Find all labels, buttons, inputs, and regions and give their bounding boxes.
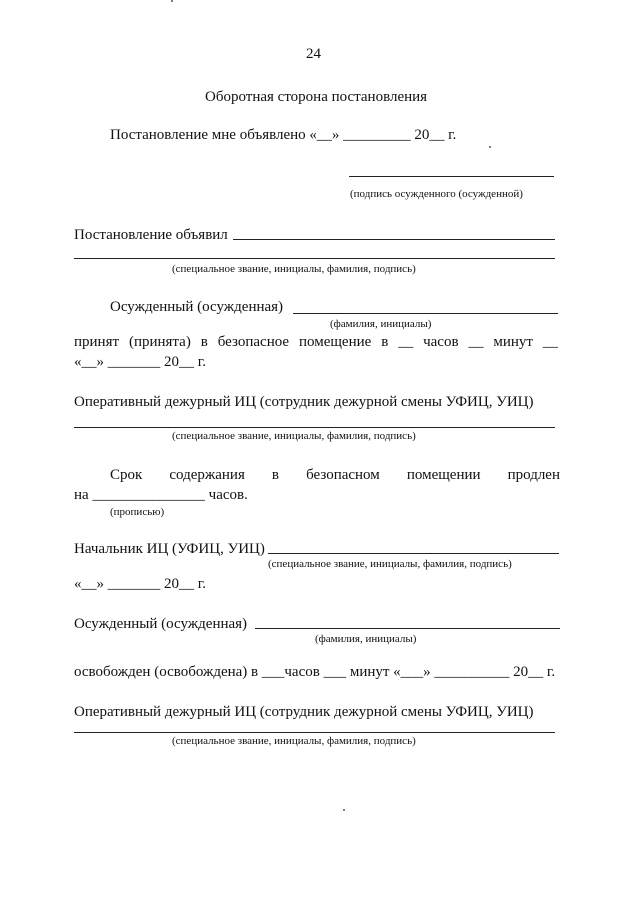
released-name-line [255,628,560,629]
admitted-name-line [293,313,558,314]
document-title: Оборотная сторона постановления [205,89,428,105]
duty-officer-line [74,732,555,733]
word: безопасное [217,334,290,350]
released-name-caption: (фамилия, инициалы) [315,633,417,645]
convict-signature-line [349,176,554,177]
word: помещении [406,467,481,483]
chief-date-line: «__» _______ 20__ г. [74,576,206,592]
chief-line [268,553,559,554]
word: (принята) [128,334,191,350]
word: помещение [298,334,372,350]
word: продлен [507,467,560,483]
scan-speck [489,146,491,148]
admitted-name-caption: (фамилия, инициалы) [330,318,432,330]
convict-signature-caption: (подпись осужденного (осужденной) [350,188,523,200]
announced-by-line-2 [74,258,555,259]
word: принят [74,334,120,350]
duty-officer-label: Оперативный дежурный ИЦ (сотрудник дежурной смены УФИЦ, УИЦ) [74,394,534,410]
chief-caption: (специальное звание, инициалы, фамилия, подпись) [268,558,512,570]
released-time-line: освобожден (освобождена) в ___часов ___ минут «___» __________ 20__ г. [74,664,556,680]
duty-officer-caption: (специальное звание, инициалы, фамилия, подпись) [172,430,416,442]
chief-label: Начальник ИЦ (УФИЦ, УИЦ) [74,541,265,557]
word: в [200,334,208,350]
duty-officer-caption: (специальное звание, инициалы, фамилия, подпись) [172,735,416,747]
scan-speck [171,0,173,2]
extension-line [110,466,560,484]
word: минут [493,334,533,350]
duty-officer-label: Оперативный дежурный ИЦ (сотрудник дежурной смены УФИЦ, УИЦ) [74,704,534,720]
word: __ [468,334,484,350]
admitted-label: Осужденный (осужденная) [110,299,284,315]
scan-speck [343,809,345,811]
word: часов [423,334,459,350]
announced-line: Постановление мне объявлено «__» _________ 20__ г. [110,127,457,143]
announced-by-line [233,239,555,240]
page-number: 24 [306,46,321,62]
word: безопасном [306,467,380,483]
word: в [381,334,389,350]
word: в [271,467,280,483]
admitted-time-line [74,333,558,351]
extension-hours-line: на _______________ часов. [74,487,248,503]
admitted-date-line: «__» _______ 20__ г. [74,354,206,370]
word: __ [542,334,558,350]
word: Срок [110,467,143,483]
duty-officer-line [74,427,555,428]
word: содержания [169,467,245,483]
word: __ [398,334,414,350]
extension-caption: (прописью) [110,506,165,518]
released-label: Осужденный (осужденная) [74,616,248,632]
announced-by-caption: (специальное звание, инициалы, фамилия, подпись) [172,263,416,275]
announced-by-label: Постановление объявил [74,227,228,243]
